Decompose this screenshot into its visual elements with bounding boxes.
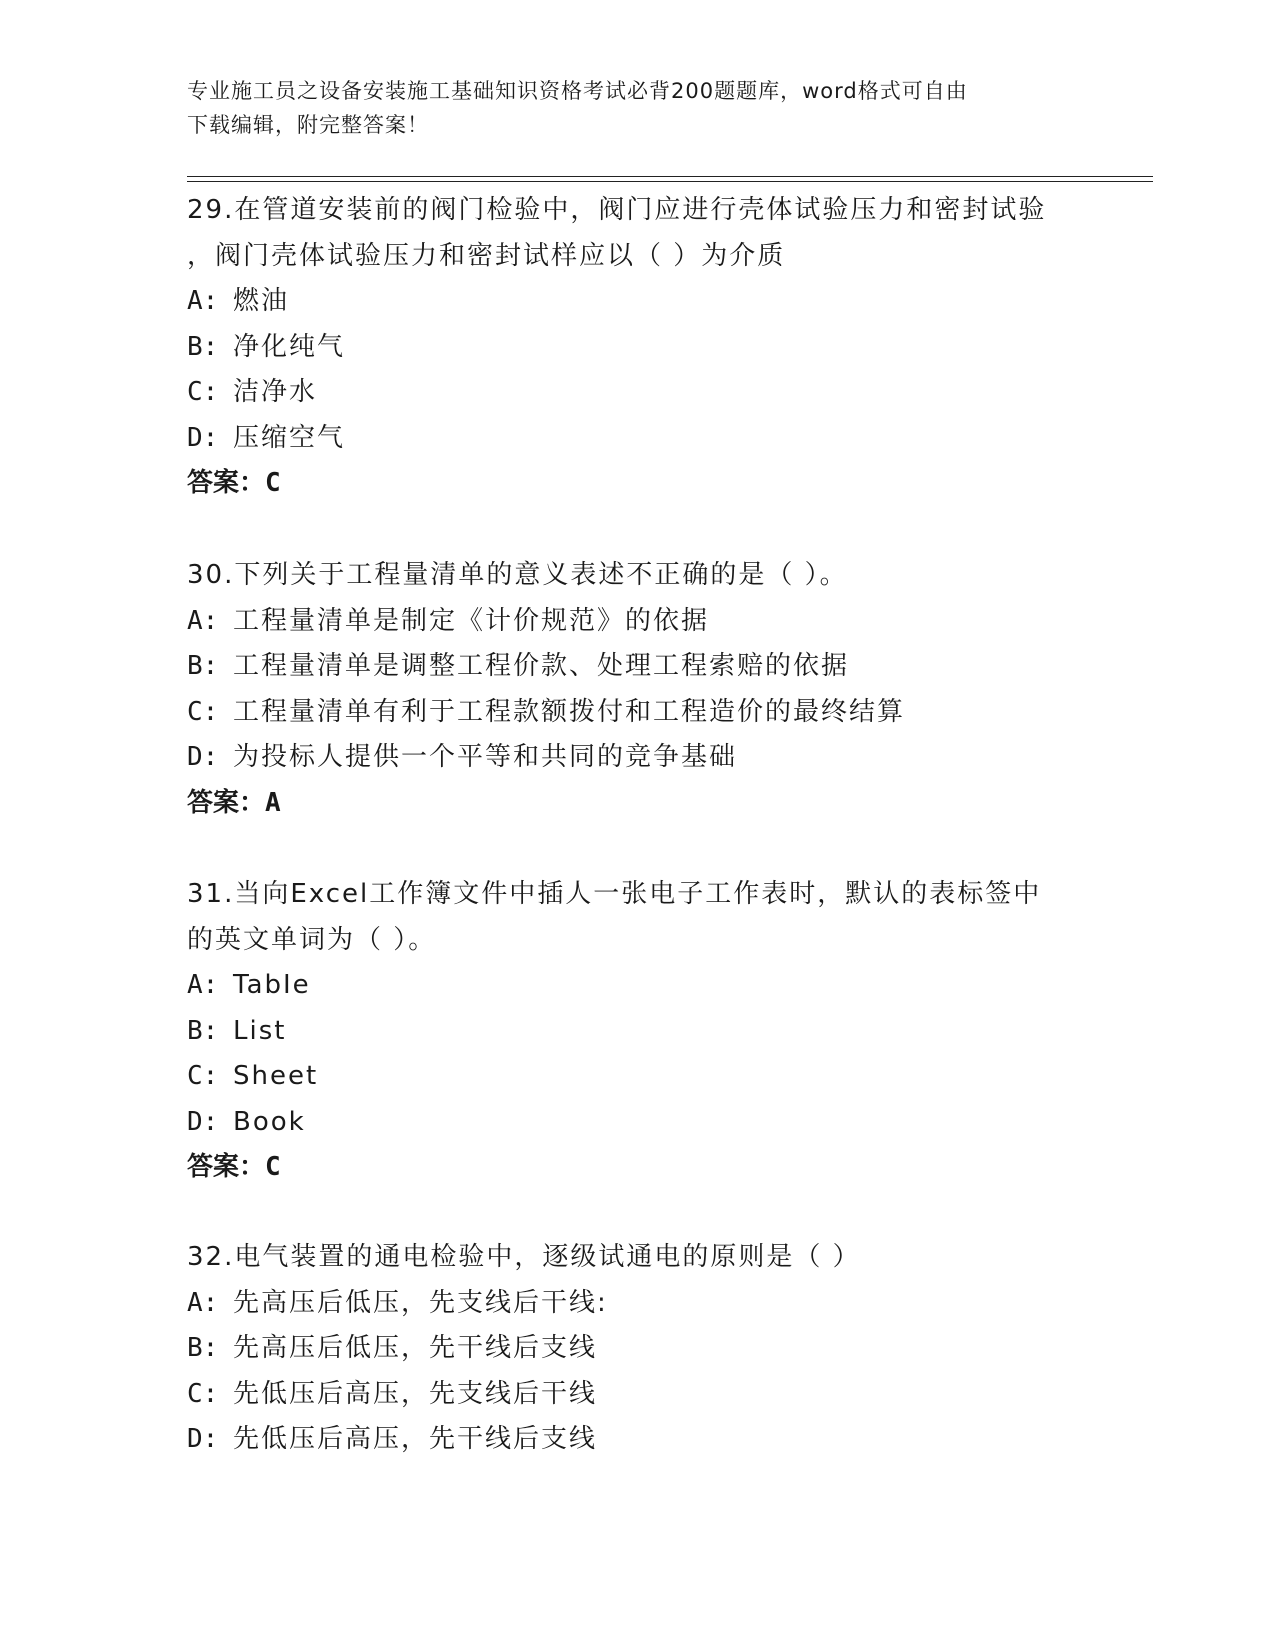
answer (187, 461, 1087, 507)
option-letter: C: (187, 377, 219, 407)
option-text: 净化纯气 (233, 331, 346, 362)
option-text: 工程量清单是调整工程价款、处理工程索赔的依据 (233, 651, 850, 681)
option-letter: C: (187, 1378, 219, 1409)
option-b (187, 1009, 1087, 1055)
header-line-2: 下载编辑，附完整答案！ (187, 113, 429, 137)
option-text: 先低压后高压，先干线后支线 (233, 1424, 598, 1454)
answer-value: A (265, 787, 281, 818)
question-31 (187, 872, 1087, 1191)
answer-label: 答案： (187, 1152, 266, 1182)
question-stem-line: 29.在管道安装前的阀门检验中，阀门应进行壳体试验压力和密封试验 (187, 195, 1047, 225)
option-text: Book (233, 1106, 306, 1137)
option-letter: B: (187, 331, 219, 362)
option-text: 压缩空气 (233, 422, 346, 453)
option-a (187, 279, 1087, 325)
option-letter: B: (187, 1333, 219, 1363)
answer-value: C (265, 468, 281, 498)
question-stem-line: 32.电气装置的通电检验中，逐级试通电的原则是（ ） (187, 1242, 861, 1272)
option-b (187, 325, 1087, 371)
question-stem-line: 的英文单词为（ ）。 (187, 924, 437, 955)
option-text: 燃油 (233, 286, 290, 316)
option-a (187, 1281, 1087, 1327)
option-letter: A: (187, 286, 219, 316)
option-d (187, 416, 1087, 462)
option-b (187, 644, 1087, 690)
question-29 (187, 188, 1087, 507)
option-letter: A: (187, 1287, 219, 1318)
option-c (187, 1372, 1087, 1418)
option-letter: A: (187, 970, 219, 1000)
option-text: 工程量清单有利于工程款额拨付和工程造价的最终结算 (233, 696, 906, 727)
option-d (187, 735, 1087, 781)
option-text: TabIe (233, 970, 311, 1000)
option-text: 先高压后低压，先支线后干线: (233, 1287, 608, 1318)
option-text: 先低压后高压，先支线后干线 (233, 1378, 598, 1409)
option-text: List (233, 1015, 287, 1046)
option-a (187, 963, 1087, 1009)
answer-label: 答案： (187, 468, 266, 498)
header-rule-top (187, 176, 1153, 177)
option-letter: D: (187, 742, 219, 772)
option-letter: B: (187, 651, 219, 681)
answer (187, 781, 1087, 827)
answer-value: C (265, 1152, 281, 1182)
option-letter: B: (187, 1015, 219, 1046)
question-stem-line: 30.下列关于工程量清单的意义表述不正确的是（ ）。 (187, 560, 848, 590)
option-b (187, 1326, 1087, 1372)
option-letter: A: (187, 605, 219, 636)
option-letter: C: (187, 696, 219, 727)
option-letter: D: (187, 422, 219, 453)
answer-label: 答案： (187, 787, 266, 818)
option-d (187, 1417, 1087, 1463)
question-stem-line: 31.当向Excel工作簿文件中插人一张电子工作表时，默认的表标签中 (187, 879, 1042, 909)
option-d (187, 1100, 1087, 1146)
option-text: 为投标人提供一个平等和共同的竞争基础 (233, 742, 738, 772)
option-text: 洁净水 (233, 377, 318, 407)
option-c (187, 1054, 1087, 1100)
answer (187, 1145, 1087, 1191)
option-text: 先高压后低压，先干线后支线 (233, 1333, 598, 1363)
option-c (187, 370, 1087, 416)
option-text: Sheet (233, 1061, 319, 1091)
option-text: 工程量清单是制定《计价规范》的依据 (233, 605, 710, 636)
document-header (187, 74, 1067, 142)
question-30 (187, 553, 1087, 826)
option-letter: D: (187, 1424, 219, 1454)
option-letter: D: (187, 1106, 219, 1137)
question-stem-line: ，阀门壳体试验压力和密封试样应以（ ）为介质 (187, 240, 786, 271)
option-a (187, 599, 1087, 645)
question-32 (187, 1235, 1087, 1463)
option-c (187, 690, 1087, 736)
header-rule-bottom (187, 181, 1153, 182)
option-letter: C: (187, 1061, 219, 1091)
header-line-1: 专业施工员之设备安装施工基础知识资格考试必背200题题库，word格式可自由 (187, 79, 968, 103)
